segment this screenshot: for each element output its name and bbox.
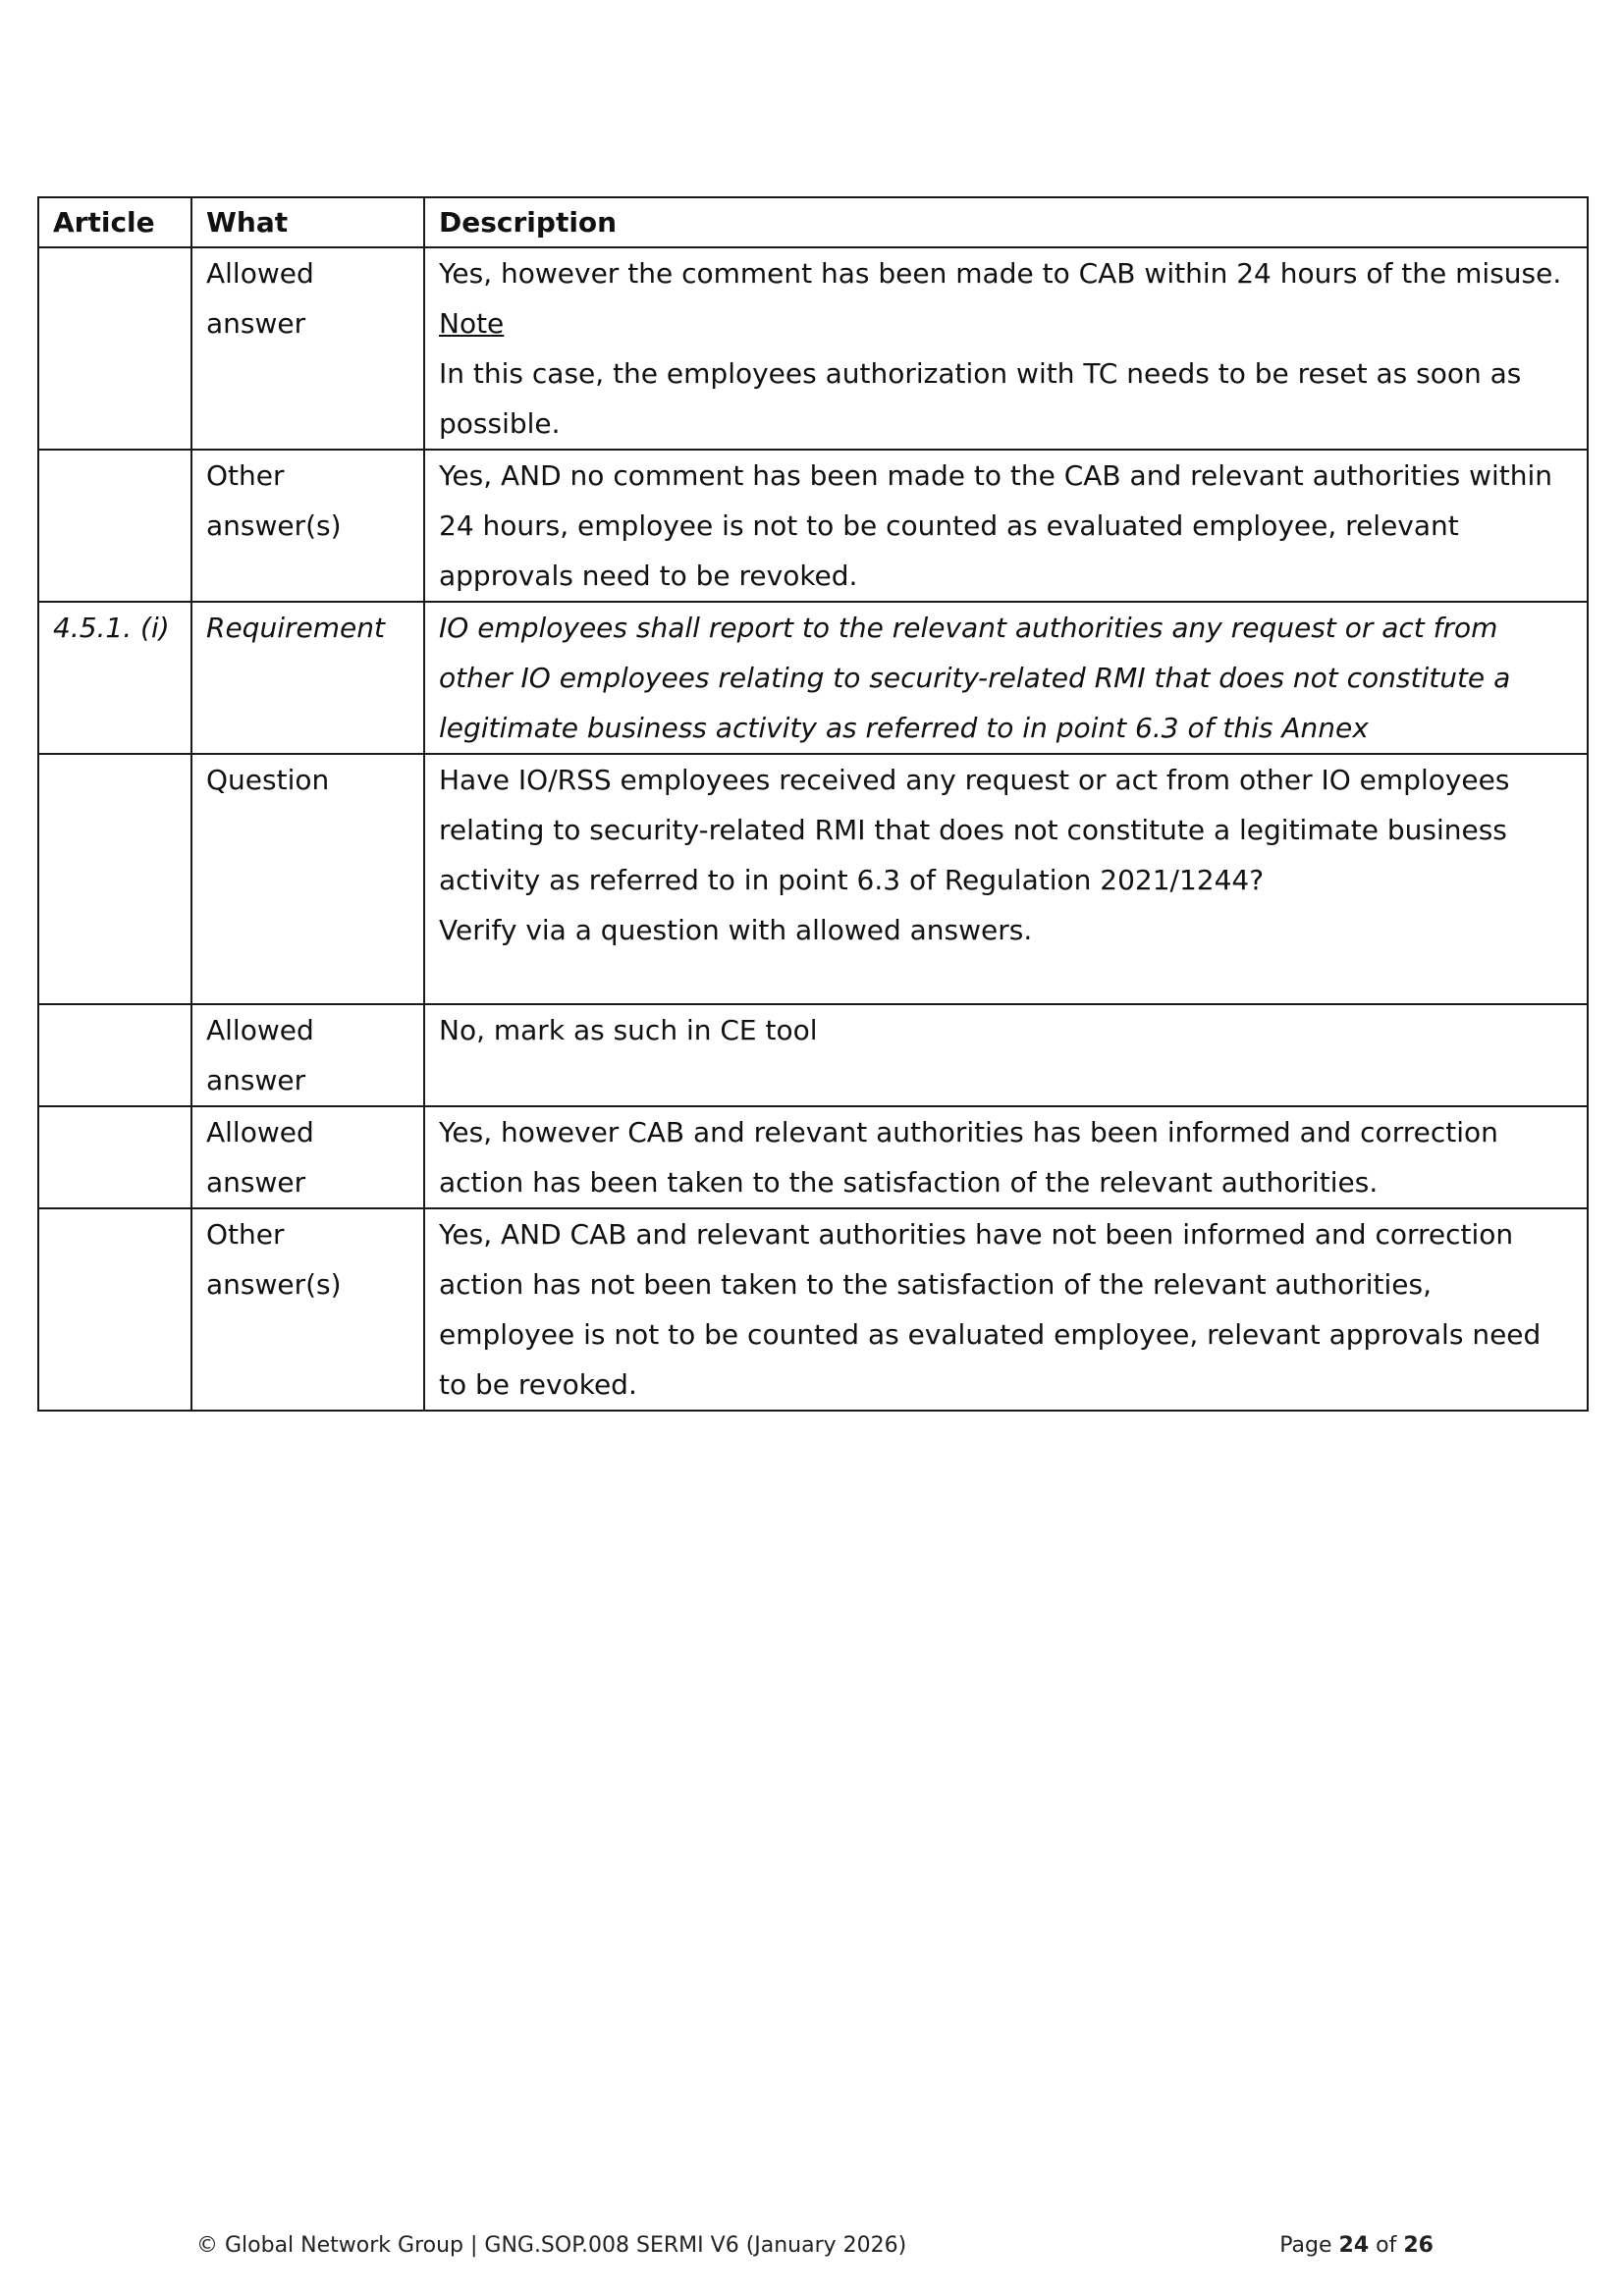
question-text: Have IO/RSS employees received any request or act from other IO employees relating to security-related RMI that does not constitute a legitimate business activity as referred to in point 6.3 of Regulation 2021/1244? [439, 764, 1510, 896]
note-label: Note [439, 307, 505, 340]
header-article: Article [38, 197, 191, 247]
table-row [38, 247, 1588, 450]
page-current: 24 [1338, 2233, 1370, 2258]
footer-page-number [1279, 2233, 1434, 2258]
cell-article [38, 1208, 191, 1411]
cell-what: Other answer(s) [191, 1208, 424, 1411]
requirements-table [37, 196, 1589, 1412]
cell-description: No, mark as such in CE tool [424, 1004, 1588, 1106]
cell-description [424, 247, 1588, 450]
table-row [38, 754, 1588, 1004]
cell-description: Yes, AND CAB and relevant authorities have not been informed and correction action has not been taken to the satisfaction of the relevant authorities, employee is not to be counted as evaluated employee, relevant approvals need to be revoked. [424, 1208, 1588, 1411]
cell-description [424, 754, 1588, 1004]
cell-article [38, 1004, 191, 1106]
table-row [38, 450, 1588, 602]
header-what: What [191, 197, 424, 247]
table-header-row [38, 197, 1588, 247]
cell-what: Allowed answer [191, 1106, 424, 1208]
table-row [38, 1106, 1588, 1208]
note-text: In this case, the employees authorization with TC needs to be reset as soon as possible. [439, 357, 1522, 440]
table-row [38, 602, 1588, 754]
description-text: Yes, however the comment has been made to CAB within 24 hours of the misuse. [439, 257, 1562, 290]
cell-what: Allowed answer [191, 247, 424, 450]
cell-what: Allowed answer [191, 1004, 424, 1106]
page-label: Page [1279, 2233, 1332, 2258]
cell-what: Other answer(s) [191, 450, 424, 602]
table-row [38, 1004, 1588, 1106]
cell-description: Yes, AND no comment has been made to the CAB and relevant authorities within 24 hours, employee is not to be counted as evaluated employee, relevant approvals need to be revoked. [424, 450, 1588, 602]
cell-article [38, 1106, 191, 1208]
cell-article: 4.5.1. (i) [38, 602, 191, 754]
cell-what: Requirement [191, 602, 424, 754]
cell-what: Question [191, 754, 424, 1004]
question-instruction: Verify via a question with allowed answers. [439, 914, 1033, 946]
table-row [38, 1208, 1588, 1411]
cell-article [38, 450, 191, 602]
header-description: Description [424, 197, 1588, 247]
cell-article [38, 754, 191, 1004]
cell-description: Yes, however CAB and relevant authorities has been informed and correction action has been taken to the satisfaction of the relevant authorities. [424, 1106, 1588, 1208]
cell-article [38, 247, 191, 450]
of-label: of [1376, 2233, 1397, 2258]
footer-copyright: © Global Network Group | GNG.SOP.008 SERMI V6 (January 2026) [196, 2233, 907, 2258]
page-total: 26 [1403, 2233, 1434, 2258]
requirement-text: IO employees shall report to the relevant authorities any request or act from other IO employees relating to security-related RMI that does not constitute a legitimate business activity as referred to in point 6.3 of this Annex [424, 602, 1588, 754]
